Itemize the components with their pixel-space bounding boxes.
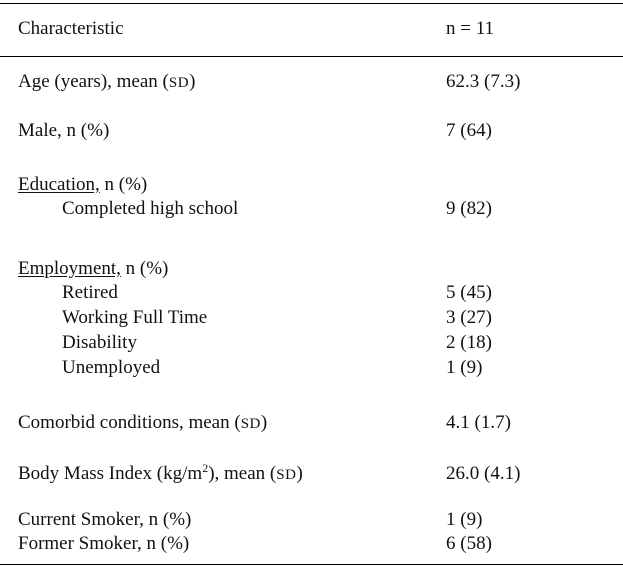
education-heading: Education, n (%) <box>18 174 148 195</box>
row-male-value: 7 (64) <box>446 120 492 141</box>
row-working-full-time-label: Working Full Time <box>62 307 208 328</box>
row-male-label: Male, n (%) <box>18 120 110 141</box>
row-comorbid-value: 4.1 (1.7) <box>446 412 511 433</box>
row-bmi-label: Body Mass Index $(kg/m^2)$, mean (SD) <box>18 461 303 484</box>
header-characteristic: Characteristic <box>18 18 124 39</box>
row-disability-value: 2 (18) <box>446 332 492 353</box>
employment-heading: Employment, n (%) <box>18 258 169 279</box>
row-retired-value: 5 (45) <box>446 282 492 303</box>
row-former-smoker-value: 6 (58) <box>446 533 492 554</box>
row-bmi-value: 26.0 (4.1) <box>446 463 521 484</box>
row-current-smoker-value: 1 (9) <box>446 509 483 530</box>
row-comorbid-label: Comorbid conditions, mean (SD) <box>18 412 268 433</box>
row-current-smoker-label: Current Smoker, n (%) <box>18 509 192 530</box>
row-completed-high-school-value: 9 (82) <box>446 198 492 219</box>
row-unemployed-value: 1 (9) <box>446 357 483 378</box>
row-age-label: Age (years), mean (SD) <box>18 71 196 92</box>
header-n: n = 11 <box>446 18 495 39</box>
row-completed-high-school-label: Completed high school <box>62 198 239 219</box>
row-former-smoker-label: Former Smoker, n (%) <box>18 533 190 554</box>
table-bottom-rule <box>0 564 623 565</box>
row-age-value: 62.3 (7.3) <box>446 71 521 92</box>
table-top-rule <box>0 3 623 4</box>
row-disability-label: Disability <box>62 332 137 353</box>
row-unemployed-label: Unemployed <box>62 357 161 378</box>
row-working-full-time-value: 3 (27) <box>446 307 492 328</box>
table-header-rule <box>0 56 623 57</box>
row-retired-label: Retired <box>62 282 118 303</box>
